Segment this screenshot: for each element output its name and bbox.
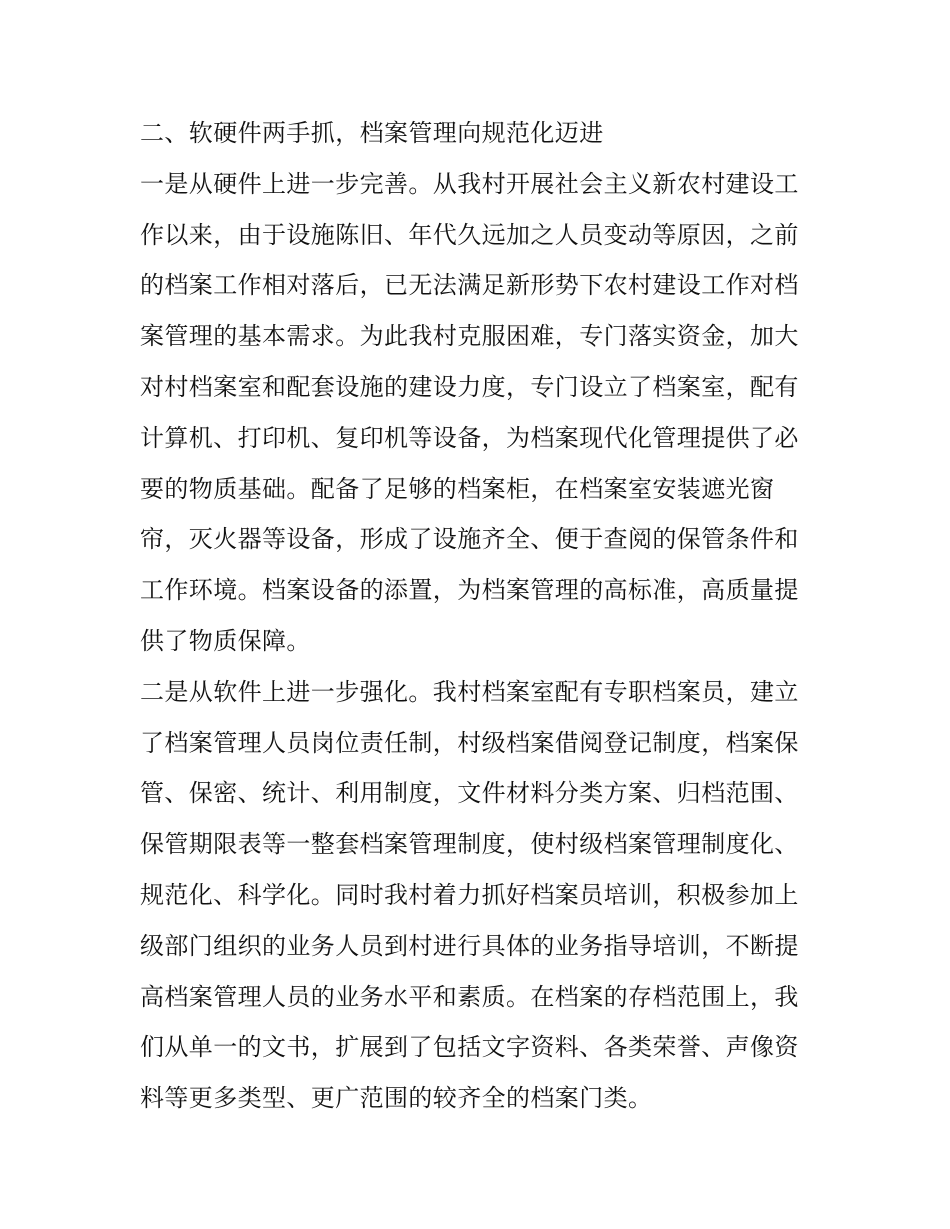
text-line: 一是从硬件上进一步完善。从我村开展社会主义新农村建设工: [140, 169, 799, 198]
text-line: 料等更多类型、更广范围的较齐全的档案门类。: [140, 1084, 653, 1113]
text-line: 作以来，由于设施陈旧、年代久远加之人员变动等原因，之前: [140, 220, 799, 249]
text-line: 管、保密、统计、利用制度，文件材料分类方案、归档范围、: [140, 779, 799, 808]
text-line: 级部门组织的业务人员到村进行具体的业务指导培训，不断提: [140, 931, 799, 960]
document-body: [140, 108, 820, 1124]
section-heading: 二、软硬件两手抓，档案管理向规范化迈进: [140, 119, 604, 147]
text-line: 工作环境。档案设备的添置，为档案管理的高标准，高质量提: [140, 576, 799, 605]
text-line: 高档案管理人员的业务水平和素质。在档案的存档范围上，我: [140, 982, 799, 1011]
text-line: 要的物质基础。配备了足够的档案柜，在档案室安装遮光窗: [140, 474, 775, 503]
text-line: 案管理的基本需求。为此我村克服困难，专门落实资金，加大: [140, 322, 799, 351]
paragraph-hardware: [140, 159, 820, 667]
text-line: 们从单一的文书，扩展到了包括文字资料、各类荣誉、声像资: [140, 1033, 799, 1062]
text-line: 计算机、打印机、复印机等设备，为档案现代化管理提供了必: [140, 423, 799, 452]
text-line: 保管期限表等一整套档案管理制度，使村级档案管理制度化、: [140, 830, 799, 859]
text-line: 规范化、科学化。同时我村着力抓好档案员培训，积极参加上: [140, 880, 799, 909]
text-line: 了档案管理人员岗位责任制，村级档案借阅登记制度，档案保: [140, 728, 799, 757]
text-line: 帘，灭火器等设备，形成了设施齐全、便于查阅的保管条件和: [140, 525, 799, 554]
text-line: 的档案工作相对落后，已无法满足新形势下农村建设工作对档: [140, 271, 799, 300]
paragraph-software: [140, 667, 820, 1124]
text-line: 二是从软件上进一步强化。我村档案室配有专职档案员，建立: [140, 677, 799, 706]
text-line: 对村档案室和配套设施的建设力度，专门设立了档案室，配有: [140, 372, 799, 401]
text-line: 供了物质保障。: [140, 626, 311, 655]
